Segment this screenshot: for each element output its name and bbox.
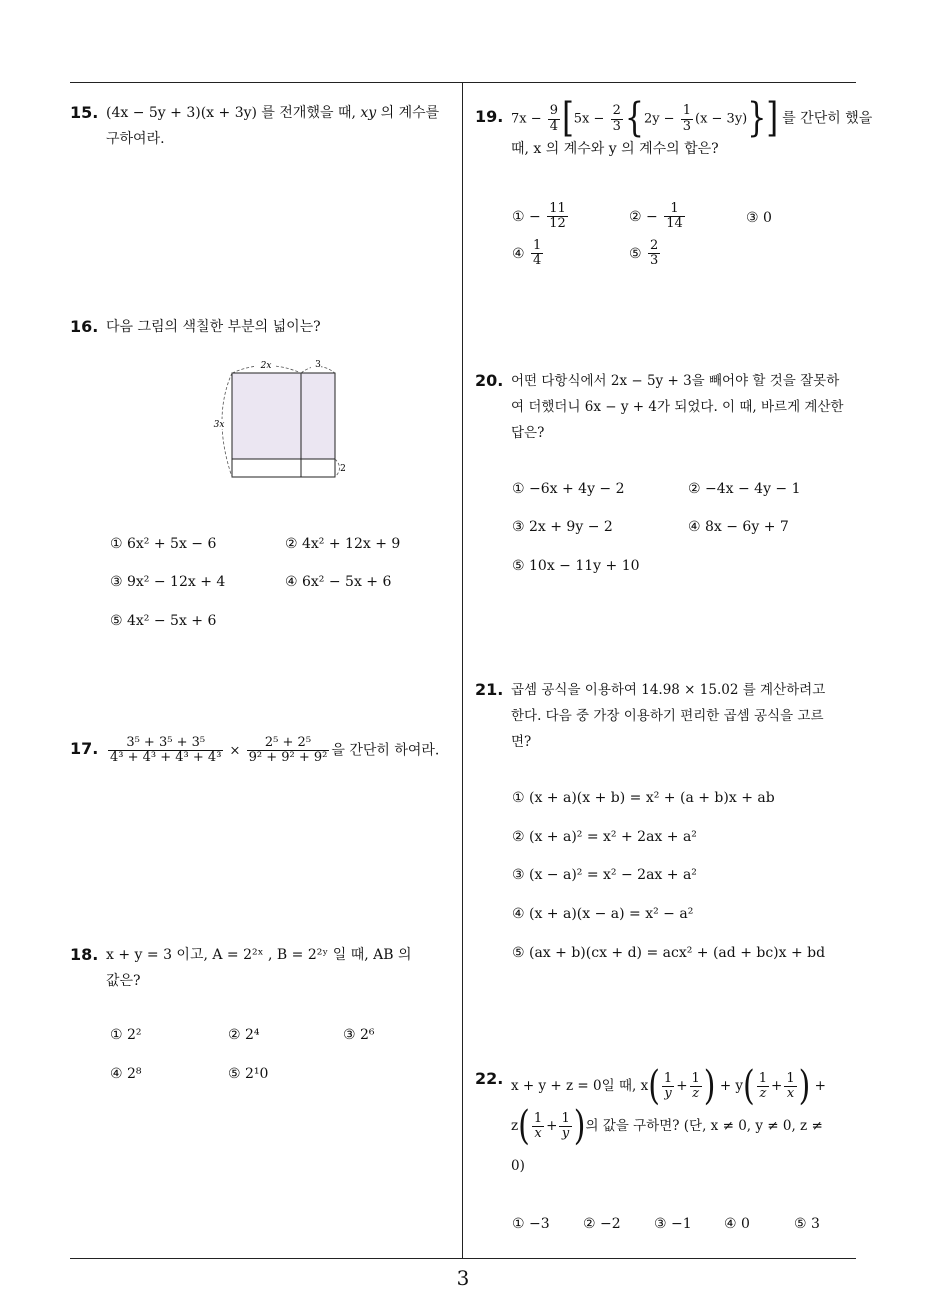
question-text: 7x − $\frac{9}{4}$ [5x − $\frac{2}{3}$ {2y − $\frac{1}{3}$ (x − 3y)}] 를 간단히 했을 때, x 의 계수와 y 의 계수의 합은? [511, 94, 873, 157]
question-text: x + y + z = 0일 때, x( $\frac{1}{y}$ + $\frac{1}{z}) + y$( $\frac{1}{z}$ + $\frac{1}{x}$) + z( $\frac{1}{x}$ + $\frac{1}{y}$)의 값을 구하면? (단, x ≠ 0, y ≠ 0, z ≠ 0) [511, 1062, 826, 1174]
q16-option-4[interactable]: ④ 6x² − 5x + 6 [285, 574, 392, 590]
q22-option-4[interactable]: ④ 0 [724, 1216, 750, 1232]
q21-option-1[interactable]: ① (x + a)(x + b) = x² + (a + b)x + ab [512, 790, 775, 806]
q19-option-1[interactable]: ① − $\frac{11}{12}$ [512, 201, 566, 232]
question-number: 17. [70, 739, 99, 758]
q20-option-2[interactable]: ② −4x − 4y − 1 [688, 481, 801, 497]
question-18 [70, 942, 460, 994]
q20-option-4[interactable]: ④ 8x − 6y + 7 [688, 519, 789, 535]
question-17 [70, 736, 460, 766]
question-21 [475, 677, 865, 755]
q16-option-1[interactable]: ① 6x² + 5x − 6 [110, 536, 217, 552]
q22-option-1[interactable]: ① −3 [512, 1216, 550, 1232]
question-number: 21. [475, 680, 504, 699]
q21-option-2[interactable]: ② (x + a)² = x² + 2ax + a² [512, 829, 697, 845]
q18-option-3[interactable]: ③ 2⁶ [343, 1027, 375, 1043]
fraction-1: $\frac{\text{3⁵ + 3⁵ + 3⁵}}{\text{4³ + 4³ + 4³ + 4³}}$ [110, 735, 222, 766]
label-right: 2 [340, 464, 346, 474]
q18-option-4[interactable]: ④ 2⁸ [110, 1066, 142, 1082]
bottom-rule [70, 1258, 856, 1259]
q19-option-3[interactable]: ③ 0 [746, 210, 772, 226]
q22-option-2[interactable]: ② −2 [583, 1216, 621, 1232]
question-text: 어떤 다항식에서 2x − 5y + 3을 빼어야 할 것을 잘못하 여 더했더니 6x − y + 4가 되었다. 이 때, 바르게 계산한 답은? [511, 373, 844, 441]
question-text: (4x − 5y + 3)(x + 3y) 를 전개했을 때, xy 의 계수를 구하여라. [106, 105, 440, 147]
question-number: 16. [70, 317, 99, 336]
expression: (4x − 5y + 3)(x + 3y) [106, 105, 257, 121]
question-text: $\frac{\text{3⁵ + 3⁵ + 3⁵}}{\text{4³ + 4³ + 4³ + 4³}}$ × $\frac{\text{2⁵ + 2⁵}}{\text{9² + 9² + 9²}}$ 을 간단히 하여라. [110, 735, 440, 766]
area-figure [208, 356, 353, 482]
q18-option-2[interactable]: ② 2⁴ [228, 1027, 260, 1043]
q18-option-1[interactable]: ① 2² [110, 1027, 142, 1043]
question-number: 19. [475, 107, 504, 126]
question-text: x + y = 3 이고, A = 2²ˣ , B = 2²ʸ 일 때, AB 의 값은? [106, 947, 412, 989]
label-top-left: 2x [260, 361, 272, 371]
q19-option-5[interactable]: ⑤ $\frac{2}{3}$ [629, 238, 659, 269]
question-22 [475, 1062, 865, 1186]
question-15 [70, 100, 460, 152]
shaded-region [232, 373, 335, 459]
question-19 [475, 94, 873, 164]
question-number: 20. [475, 371, 504, 390]
question-number: 22. [475, 1069, 504, 1088]
q18-option-5[interactable]: ⑤ 2¹0 [228, 1066, 269, 1082]
q22-option-3[interactable]: ③ −1 [654, 1216, 692, 1232]
question-16 [70, 314, 460, 340]
q20-option-5[interactable]: ⑤ 10x − 11y + 10 [512, 558, 640, 574]
q16-option-3[interactable]: ③ 9x² − 12x + 4 [110, 574, 226, 590]
page-number: 3 [456, 1266, 470, 1290]
q16-option-5[interactable]: ⑤ 4x² − 5x + 6 [110, 613, 217, 629]
q21-option-3[interactable]: ③ (x − a)² = x² − 2ax + a² [512, 867, 697, 883]
q16-option-2[interactable]: ② 4x² + 12x + 9 [285, 536, 401, 552]
question-20 [475, 368, 865, 446]
question-text: 다음 그림의 색칠한 부분의 넓이는? [106, 319, 321, 335]
q22-option-5[interactable]: ⑤ 3 [794, 1216, 820, 1232]
label-top-right: 3 [315, 360, 321, 370]
label-left: 3x [213, 420, 225, 430]
q21-option-4[interactable]: ④ (x + a)(x − a) = x² − a² [512, 906, 694, 922]
q21-option-5[interactable]: ⑤ (ax + b)(cx + d) = acx² + (ad + bc)x + bd [512, 945, 826, 961]
column-divider [462, 83, 463, 1258]
question-number: 18. [70, 945, 99, 964]
top-rule [70, 82, 856, 83]
fraction-2: $\frac{\text{2⁵ + 2⁵}}{\text{9² + 9² + 9²}}$ [248, 735, 328, 766]
q20-option-1[interactable]: ① −6x + 4y − 2 [512, 481, 625, 497]
q19-option-4[interactable]: ④ $\frac{1}{4}$ [512, 238, 542, 269]
q19-option-2[interactable]: ② − $\frac{1}{14}$ [629, 201, 683, 232]
q20-option-3[interactable]: ③ 2x + 9y − 2 [512, 519, 613, 535]
question-text: 곱셈 공식을 이용하여 14.98 × 15.02 를 계산하려고 한다. 다음 중 가장 이용하기 편리한 곱셈 공식을 고르 면? [511, 682, 826, 750]
question-number: 15. [70, 103, 99, 122]
